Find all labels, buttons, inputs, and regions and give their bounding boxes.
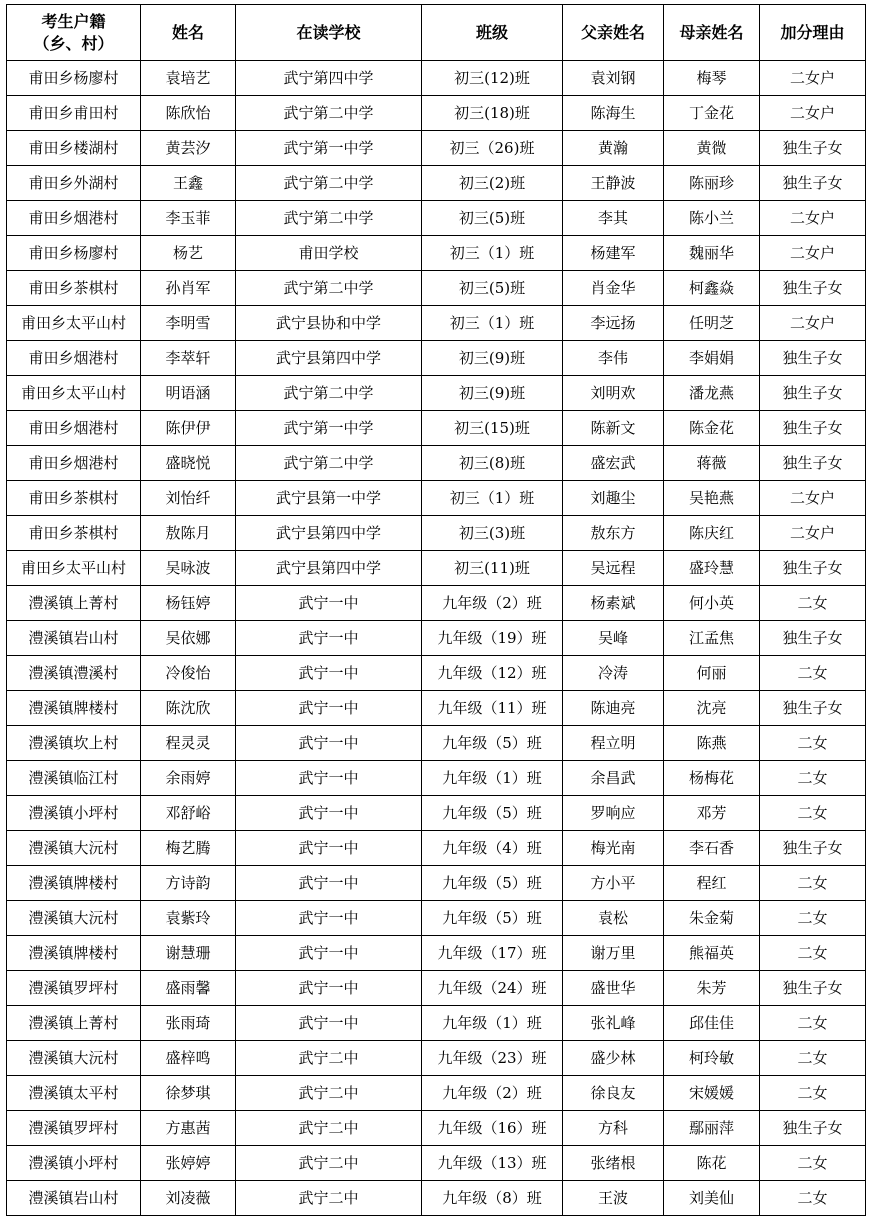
- household-cell: 澧溪镇岩山村: [7, 1181, 141, 1216]
- mother-cell: 江孟焦: [664, 621, 760, 656]
- household-cell: 甫田乡杨廖村: [7, 61, 141, 96]
- reason-cell: 二女: [760, 586, 866, 621]
- father-cell: 肖金华: [563, 271, 664, 306]
- class-cell: 九年级（8）班: [422, 1181, 563, 1216]
- school-cell: 武宁二中: [236, 1181, 422, 1216]
- name-cell: 王鑫: [141, 166, 236, 201]
- school-cell: 武宁一中: [236, 761, 422, 796]
- name-cell: 盛梓鸣: [141, 1041, 236, 1076]
- reason-cell: 二女户: [760, 481, 866, 516]
- class-cell: 初三(9)班: [422, 341, 563, 376]
- table-row: [7, 1076, 866, 1111]
- school-cell: 武宁第二中学: [236, 271, 422, 306]
- mother-cell: 朱金菊: [664, 901, 760, 936]
- class-cell: 初三（1）班: [422, 481, 563, 516]
- name-cell: 余雨婷: [141, 761, 236, 796]
- reason-cell: 独生子女: [760, 271, 866, 306]
- father-cell: 刘趣尘: [563, 481, 664, 516]
- name-cell: 张雨琦: [141, 1006, 236, 1041]
- name-cell: 邓舒峪: [141, 796, 236, 831]
- reason-cell: 二女: [760, 1181, 866, 1216]
- school-cell: 武宁一中: [236, 726, 422, 761]
- table-row: [7, 656, 866, 691]
- class-cell: 初三（1）班: [422, 306, 563, 341]
- mother-cell: 刘美仙: [664, 1181, 760, 1216]
- father-cell: 张绪根: [563, 1146, 664, 1181]
- class-cell: 初三(9)班: [422, 376, 563, 411]
- reason-cell: 二女户: [760, 236, 866, 271]
- household-cell: 澧溪镇罗坪村: [7, 1111, 141, 1146]
- name-cell: 黄芸汐: [141, 131, 236, 166]
- table-row: [7, 866, 866, 901]
- mother-cell: 邱佳佳: [664, 1006, 760, 1041]
- name-cell: 冷俊怡: [141, 656, 236, 691]
- name-cell: 梅艺腾: [141, 831, 236, 866]
- mother-cell: 陈花: [664, 1146, 760, 1181]
- class-cell: 九年级（5）班: [422, 796, 563, 831]
- father-cell: 吴远程: [563, 551, 664, 586]
- column-header-mother: 母亲姓名: [664, 5, 760, 61]
- table-row: [7, 726, 866, 761]
- reason-cell: 二女户: [760, 306, 866, 341]
- table-row: [7, 516, 866, 551]
- mother-cell: 陈金花: [664, 411, 760, 446]
- father-cell: 梅光南: [563, 831, 664, 866]
- father-cell: 方小平: [563, 866, 664, 901]
- mother-cell: 熊福英: [664, 936, 760, 971]
- father-cell: 谢万里: [563, 936, 664, 971]
- household-cell: 甫田乡烟港村: [7, 341, 141, 376]
- column-header-household-line1: 考生户籍: [41, 11, 106, 31]
- school-cell: 武宁一中: [236, 831, 422, 866]
- mother-cell: 陈丽珍: [664, 166, 760, 201]
- class-cell: 初三(18)班: [422, 96, 563, 131]
- household-cell: 澧溪镇小坪村: [7, 796, 141, 831]
- name-cell: 方惠茜: [141, 1111, 236, 1146]
- name-cell: 谢慧珊: [141, 936, 236, 971]
- class-cell: 九年级（4）班: [422, 831, 563, 866]
- class-cell: 初三(12)班: [422, 61, 563, 96]
- reason-cell: 二女户: [760, 61, 866, 96]
- table-row: [7, 936, 866, 971]
- table-row: [7, 901, 866, 936]
- mother-cell: 盛玲慧: [664, 551, 760, 586]
- father-cell: 盛宏武: [563, 446, 664, 481]
- name-cell: 张婷婷: [141, 1146, 236, 1181]
- table-row: [7, 831, 866, 866]
- reason-cell: 独生子女: [760, 166, 866, 201]
- school-cell: 武宁第二中学: [236, 446, 422, 481]
- mother-cell: 陈庆红: [664, 516, 760, 551]
- class-cell: 九年级（1）班: [422, 1006, 563, 1041]
- household-cell: 澧溪镇罗坪村: [7, 971, 141, 1006]
- father-cell: 王波: [563, 1181, 664, 1216]
- mother-cell: 李石香: [664, 831, 760, 866]
- table-row: [7, 236, 866, 271]
- class-cell: 九年级（16）班: [422, 1111, 563, 1146]
- class-cell: 九年级（24）班: [422, 971, 563, 1006]
- class-cell: 九年级（11）班: [422, 691, 563, 726]
- class-cell: 九年级（2）班: [422, 1076, 563, 1111]
- column-header-class: 班级: [422, 5, 563, 61]
- school-cell: 武宁县协和中学: [236, 306, 422, 341]
- table-row: [7, 481, 866, 516]
- reason-cell: 二女: [760, 1041, 866, 1076]
- reason-cell: 二女: [760, 796, 866, 831]
- school-cell: 武宁一中: [236, 621, 422, 656]
- father-cell: 杨建军: [563, 236, 664, 271]
- school-cell: 武宁县第四中学: [236, 341, 422, 376]
- name-cell: 袁培艺: [141, 61, 236, 96]
- household-cell: 澧溪镇太平村: [7, 1076, 141, 1111]
- name-cell: 陈伊伊: [141, 411, 236, 446]
- mother-cell: 吴艳燕: [664, 481, 760, 516]
- table-row: [7, 131, 866, 166]
- class-cell: 初三（26)班: [422, 131, 563, 166]
- household-cell: 澧溪镇大沅村: [7, 901, 141, 936]
- household-cell: 甫田乡烟港村: [7, 411, 141, 446]
- reason-cell: 二女: [760, 1146, 866, 1181]
- reason-cell: 独生子女: [760, 621, 866, 656]
- class-cell: 初三(2)班: [422, 166, 563, 201]
- mother-cell: 蒋薇: [664, 446, 760, 481]
- mother-cell: 梅琴: [664, 61, 760, 96]
- father-cell: 吴峰: [563, 621, 664, 656]
- school-cell: 武宁二中: [236, 1111, 422, 1146]
- school-cell: 武宁一中: [236, 691, 422, 726]
- father-cell: 陈海生: [563, 96, 664, 131]
- school-cell: 武宁县第四中学: [236, 516, 422, 551]
- name-cell: 李玉菲: [141, 201, 236, 236]
- household-cell: 甫田乡茶棋村: [7, 271, 141, 306]
- school-cell: 武宁第二中学: [236, 166, 422, 201]
- father-cell: 袁松: [563, 901, 664, 936]
- household-cell: 澧溪镇上菁村: [7, 1006, 141, 1041]
- name-cell: 刘怡纤: [141, 481, 236, 516]
- name-cell: 盛雨馨: [141, 971, 236, 1006]
- reason-cell: 二女户: [760, 516, 866, 551]
- name-cell: 杨艺: [141, 236, 236, 271]
- table-row: [7, 166, 866, 201]
- reason-cell: 独生子女: [760, 131, 866, 166]
- school-cell: 武宁一中: [236, 796, 422, 831]
- mother-cell: 陈燕: [664, 726, 760, 761]
- father-cell: 罗响应: [563, 796, 664, 831]
- household-cell: 澧溪镇大沅村: [7, 1041, 141, 1076]
- mother-cell: 柯玲敏: [664, 1041, 760, 1076]
- household-cell: 澧溪镇牌楼村: [7, 936, 141, 971]
- name-cell: 李明雪: [141, 306, 236, 341]
- school-cell: 武宁一中: [236, 901, 422, 936]
- class-cell: 九年级（5）班: [422, 866, 563, 901]
- household-cell: 澧溪镇大沅村: [7, 831, 141, 866]
- mother-cell: 魏丽华: [664, 236, 760, 271]
- class-cell: 九年级（17）班: [422, 936, 563, 971]
- mother-cell: 李娟娟: [664, 341, 760, 376]
- father-cell: 盛世华: [563, 971, 664, 1006]
- school-cell: 武宁第一中学: [236, 411, 422, 446]
- name-cell: 盛晓悦: [141, 446, 236, 481]
- household-cell: 澧溪镇临江村: [7, 761, 141, 796]
- school-cell: 武宁一中: [236, 586, 422, 621]
- column-header-name: 姓名: [141, 5, 236, 61]
- school-cell: 武宁一中: [236, 866, 422, 901]
- reason-cell: 二女户: [760, 96, 866, 131]
- table-row: [7, 376, 866, 411]
- school-cell: 武宁第四中学: [236, 61, 422, 96]
- table-row: [7, 1006, 866, 1041]
- name-cell: 敖陈月: [141, 516, 236, 551]
- reason-cell: 二女: [760, 901, 866, 936]
- reason-cell: 二女: [760, 656, 866, 691]
- column-header-reason: 加分理由: [760, 5, 866, 61]
- name-cell: 吴依娜: [141, 621, 236, 656]
- household-cell: 澧溪镇小坪村: [7, 1146, 141, 1181]
- reason-cell: 独生子女: [760, 691, 866, 726]
- name-cell: 袁紫玲: [141, 901, 236, 936]
- class-cell: 九年级（5）班: [422, 726, 563, 761]
- column-header-school: 在读学校: [236, 5, 422, 61]
- class-cell: 初三(5)班: [422, 271, 563, 306]
- class-cell: 初三(8)班: [422, 446, 563, 481]
- father-cell: 程立明: [563, 726, 664, 761]
- table-row: [7, 201, 866, 236]
- household-cell: 甫田乡甫田村: [7, 96, 141, 131]
- father-cell: 刘明欢: [563, 376, 664, 411]
- reason-cell: 二女: [760, 1076, 866, 1111]
- reason-cell: 独生子女: [760, 971, 866, 1006]
- class-cell: 九年级（23）班: [422, 1041, 563, 1076]
- class-cell: 九年级（19）班: [422, 621, 563, 656]
- household-cell: 澧溪镇坎上村: [7, 726, 141, 761]
- father-cell: 盛少林: [563, 1041, 664, 1076]
- father-cell: 袁刘钢: [563, 61, 664, 96]
- mother-cell: 丁金花: [664, 96, 760, 131]
- school-cell: 武宁一中: [236, 971, 422, 1006]
- reason-cell: 独生子女: [760, 411, 866, 446]
- class-cell: 初三(3)班: [422, 516, 563, 551]
- name-cell: 方诗韵: [141, 866, 236, 901]
- table-header-row: [7, 5, 866, 61]
- mother-cell: 任明芝: [664, 306, 760, 341]
- father-cell: 王静波: [563, 166, 664, 201]
- table-row: [7, 61, 866, 96]
- mother-cell: 何丽: [664, 656, 760, 691]
- name-cell: 刘凌薇: [141, 1181, 236, 1216]
- mother-cell: 朱芳: [664, 971, 760, 1006]
- class-cell: 初三（1）班: [422, 236, 563, 271]
- household-cell: 澧溪镇上菁村: [7, 586, 141, 621]
- father-cell: 陈新文: [563, 411, 664, 446]
- class-cell: 初三(11)班: [422, 551, 563, 586]
- mother-cell: 杨梅花: [664, 761, 760, 796]
- table-row: [7, 306, 866, 341]
- household-cell: 澧溪镇澧溪村: [7, 656, 141, 691]
- column-header-father: 父亲姓名: [563, 5, 664, 61]
- father-cell: 杨素斌: [563, 586, 664, 621]
- school-cell: 武宁二中: [236, 1041, 422, 1076]
- household-cell: 甫田乡烟港村: [7, 201, 141, 236]
- mother-cell: 沈亮: [664, 691, 760, 726]
- table-row: [7, 96, 866, 131]
- column-header-household: [7, 5, 141, 61]
- school-cell: 武宁第二中学: [236, 376, 422, 411]
- reason-cell: 独生子女: [760, 551, 866, 586]
- class-cell: 初三(15)班: [422, 411, 563, 446]
- table-row: [7, 971, 866, 1006]
- mother-cell: 邓芳: [664, 796, 760, 831]
- class-cell: 九年级（2）班: [422, 586, 563, 621]
- reason-cell: 独生子女: [760, 446, 866, 481]
- household-cell: 澧溪镇岩山村: [7, 621, 141, 656]
- class-cell: 九年级（13）班: [422, 1146, 563, 1181]
- name-cell: 程灵灵: [141, 726, 236, 761]
- household-cell: 甫田乡烟港村: [7, 446, 141, 481]
- household-cell: 甫田乡杨廖村: [7, 236, 141, 271]
- school-cell: 武宁第一中学: [236, 131, 422, 166]
- name-cell: 陈沈欣: [141, 691, 236, 726]
- father-cell: 张礼峰: [563, 1006, 664, 1041]
- reason-cell: 二女: [760, 1006, 866, 1041]
- table-row: [7, 271, 866, 306]
- father-cell: 李远扬: [563, 306, 664, 341]
- class-cell: 九年级（1）班: [422, 761, 563, 796]
- table-row: [7, 621, 866, 656]
- father-cell: 余昌武: [563, 761, 664, 796]
- table-row: [7, 1181, 866, 1216]
- father-cell: 方科: [563, 1111, 664, 1146]
- mother-cell: 鄢丽萍: [664, 1111, 760, 1146]
- father-cell: 李其: [563, 201, 664, 236]
- school-cell: 武宁一中: [236, 936, 422, 971]
- table-row: [7, 691, 866, 726]
- mother-cell: 柯鑫焱: [664, 271, 760, 306]
- table-row: [7, 1146, 866, 1181]
- class-cell: 九年级（12）班: [422, 656, 563, 691]
- column-header-household-line2: （乡、村）: [33, 33, 114, 53]
- reason-cell: 独生子女: [760, 1111, 866, 1146]
- household-cell: 甫田乡太平山村: [7, 376, 141, 411]
- class-cell: 九年级（5）班: [422, 901, 563, 936]
- father-cell: 徐良友: [563, 1076, 664, 1111]
- reason-cell: 二女: [760, 936, 866, 971]
- mother-cell: 陈小兰: [664, 201, 760, 236]
- school-cell: 武宁第二中学: [236, 96, 422, 131]
- name-cell: 李萃轩: [141, 341, 236, 376]
- bonus-points-table: [6, 4, 866, 1216]
- table-body: [7, 61, 866, 1216]
- table-row: [7, 411, 866, 446]
- household-cell: 甫田乡茶棋村: [7, 516, 141, 551]
- father-cell: 冷涛: [563, 656, 664, 691]
- household-cell: 甫田乡外湖村: [7, 166, 141, 201]
- father-cell: 李伟: [563, 341, 664, 376]
- mother-cell: 潘龙燕: [664, 376, 760, 411]
- name-cell: 徐梦琪: [141, 1076, 236, 1111]
- mother-cell: 程红: [664, 866, 760, 901]
- reason-cell: 二女: [760, 726, 866, 761]
- table-row: [7, 761, 866, 796]
- school-cell: 武宁一中: [236, 1006, 422, 1041]
- table-row: [7, 796, 866, 831]
- mother-cell: 宋媛媛: [664, 1076, 760, 1111]
- name-cell: 吴咏波: [141, 551, 236, 586]
- table-row: [7, 551, 866, 586]
- table-row: [7, 1041, 866, 1076]
- name-cell: 杨钰婷: [141, 586, 236, 621]
- name-cell: 陈欣怡: [141, 96, 236, 131]
- class-cell: 初三(5)班: [422, 201, 563, 236]
- household-cell: 甫田乡楼湖村: [7, 131, 141, 166]
- reason-cell: 独生子女: [760, 376, 866, 411]
- reason-cell: 独生子女: [760, 341, 866, 376]
- table-row: [7, 586, 866, 621]
- school-cell: 武宁县第四中学: [236, 551, 422, 586]
- table-row: [7, 341, 866, 376]
- household-cell: 澧溪镇牌楼村: [7, 866, 141, 901]
- reason-cell: 二女: [760, 866, 866, 901]
- household-cell: 甫田乡太平山村: [7, 306, 141, 341]
- reason-cell: 二女户: [760, 201, 866, 236]
- name-cell: 明语涵: [141, 376, 236, 411]
- father-cell: 黄瀚: [563, 131, 664, 166]
- mother-cell: 何小英: [664, 586, 760, 621]
- reason-cell: 二女: [760, 761, 866, 796]
- mother-cell: 黄微: [664, 131, 760, 166]
- household-cell: 甫田乡茶棋村: [7, 481, 141, 516]
- household-cell: 甫田乡太平山村: [7, 551, 141, 586]
- name-cell: 孙肖军: [141, 271, 236, 306]
- table-row: [7, 446, 866, 481]
- school-cell: 武宁一中: [236, 656, 422, 691]
- school-cell: 武宁第二中学: [236, 201, 422, 236]
- school-cell: 武宁二中: [236, 1146, 422, 1181]
- household-cell: 澧溪镇牌楼村: [7, 691, 141, 726]
- school-cell: 武宁县第一中学: [236, 481, 422, 516]
- father-cell: 敖东方: [563, 516, 664, 551]
- school-cell: 武宁二中: [236, 1076, 422, 1111]
- table-row: [7, 1111, 866, 1146]
- father-cell: 陈迪亮: [563, 691, 664, 726]
- reason-cell: 独生子女: [760, 831, 866, 866]
- school-cell: 甫田学校: [236, 236, 422, 271]
